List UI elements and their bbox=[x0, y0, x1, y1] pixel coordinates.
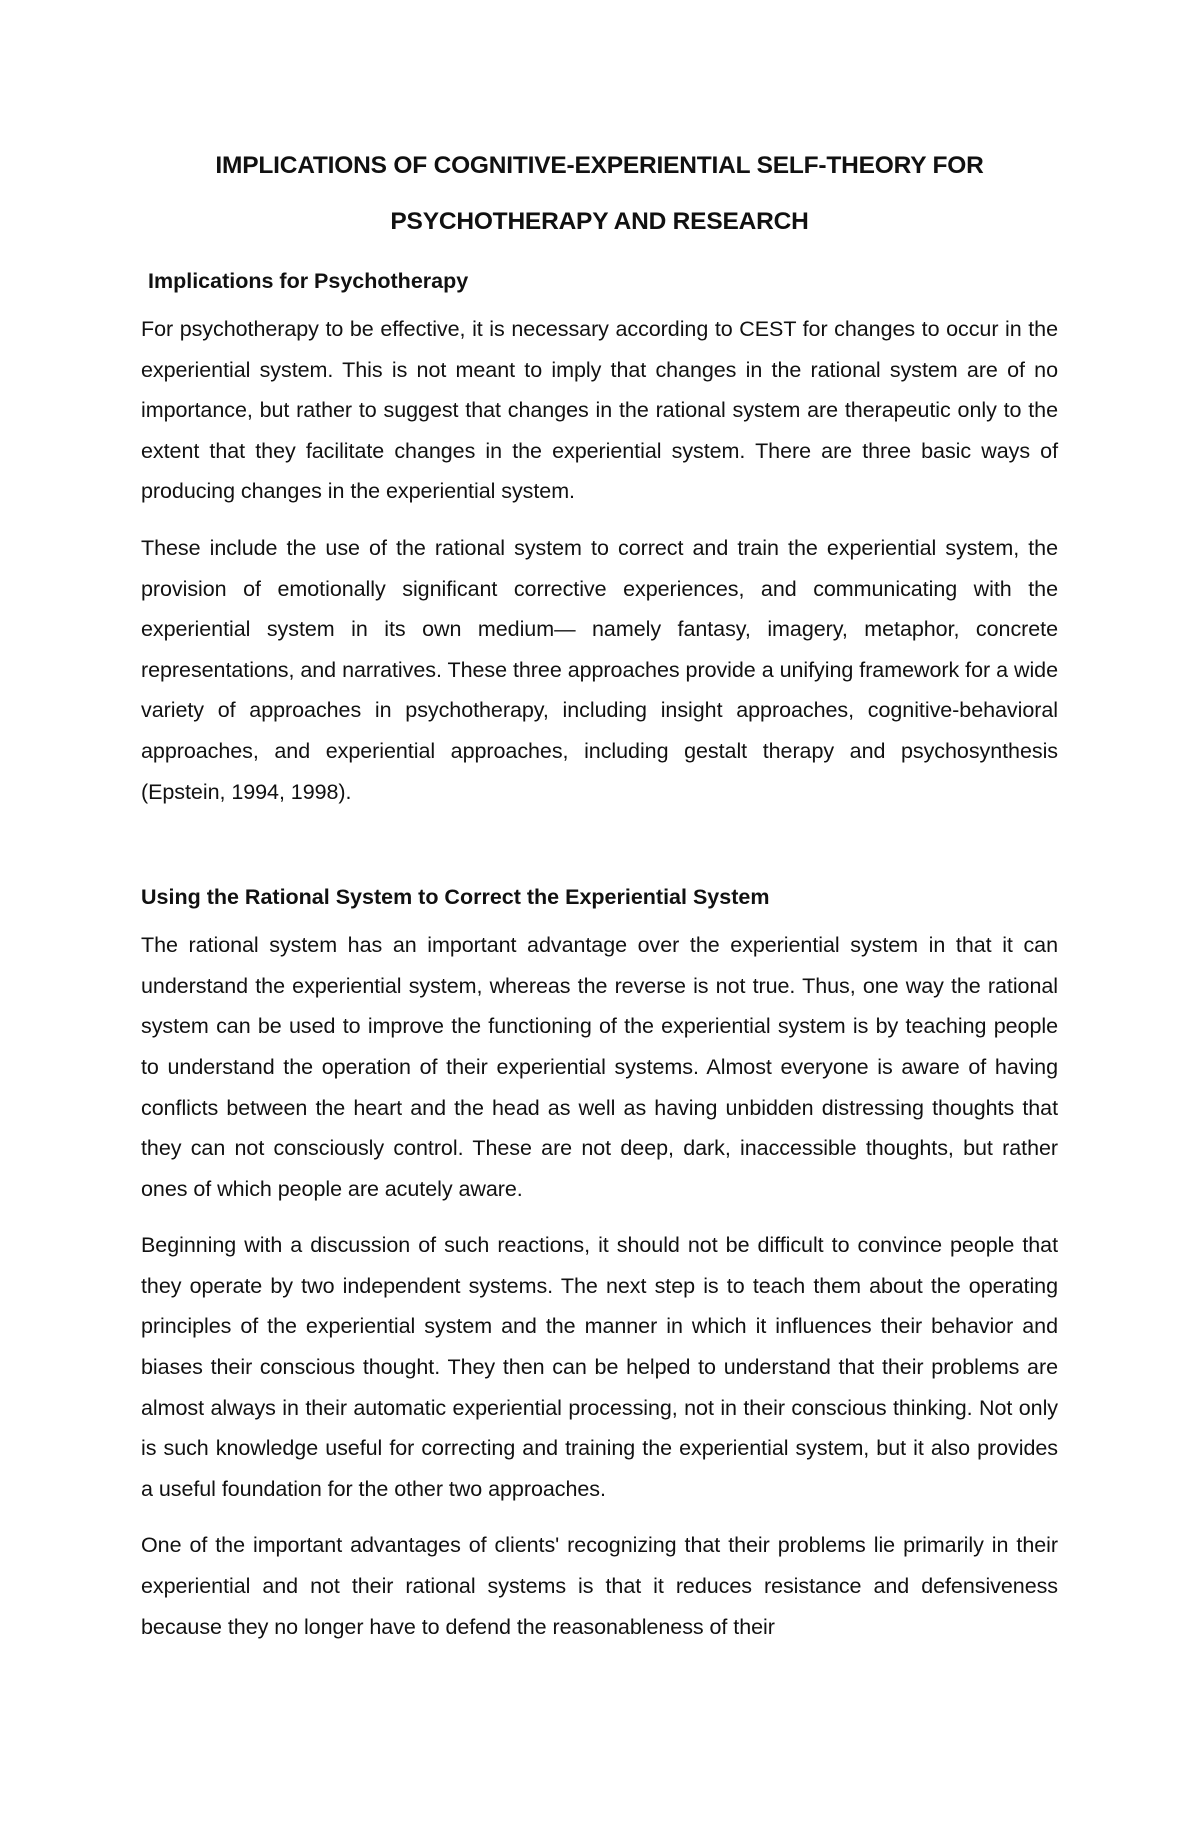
document-title bbox=[141, 138, 1058, 250]
paragraph: The rational system has an important advantage over the experiential system in that it can understand the experiential system, whereas the reverse is not true. Thus, one way the rational system can be used to improve the functioning of the experiential system is by teaching people to understand the operation of their experiential systems. Almost everyone is aware of having conflicts between the heart and the head as well as having unbidden distressing thoughts that they can not consciously control. These are not deep, dark, inaccessible thoughts, but rather ones of which people are acutely aware. bbox=[141, 933, 1058, 1201]
section-heading-rational-system: Using the Rational System to Correct the Experiential System bbox=[141, 885, 770, 910]
paragraph: One of the important advantages of clients' recognizing that their problems lie primarily in their experiential and not their rational systems is that it reduces resistance and defensiveness because they no longer have to defend the reasonableness of their bbox=[141, 1533, 1058, 1639]
document-title-line-2: PSYCHOTHERAPY AND RESEARCH bbox=[390, 208, 809, 235]
paragraph: These include the use of the rational system to correct and train the experiential system, the provision of emotionally significant corrective experiences, and communicating with the experiential system in its own medium— namely fantasy, imagery, metaphor, concrete representations, and narratives. These three approaches provide a unifying framework for a wide variety of approaches in psychotherapy, including insight approaches, cognitive-behavioral approaches, and experiential approaches, including gestalt therapy and psychosynthesis (Epstein, 1994, 1998). bbox=[141, 535, 1058, 804]
document-title-line-1: IMPLICATIONS OF COGNITIVE-EXPERIENTIAL SELF-THEORY FOR bbox=[215, 152, 984, 179]
paragraph: For psychotherapy to be effective, it is necessary according to CEST for changes to occur in the experiential system. This is not meant to imply that changes in the rational system are of no importance, but rather to suggest that changes in the rational system are therapeutic only to the extent that they facilitate changes in the experiential system. There are three basic ways of producing changes in the experiential system. bbox=[141, 317, 1058, 504]
paragraph: Beginning with a discussion of such reactions, it should not be difficult to convince people that they operate by two independent systems. The next step is to teach them about the operating principles of the experiential system and the manner in which it influences their behavior and biases their conscious thought. They then can be helped to understand that their problems are almost always in their automatic experiential processing, not in their conscious thinking. Not only is such knowledge useful for correcting and training the experiential system, but it also provides a useful foundation for the other two approaches. bbox=[141, 1233, 1058, 1501]
section-heading-implications: Implications for Psychotherapy bbox=[148, 269, 469, 293]
